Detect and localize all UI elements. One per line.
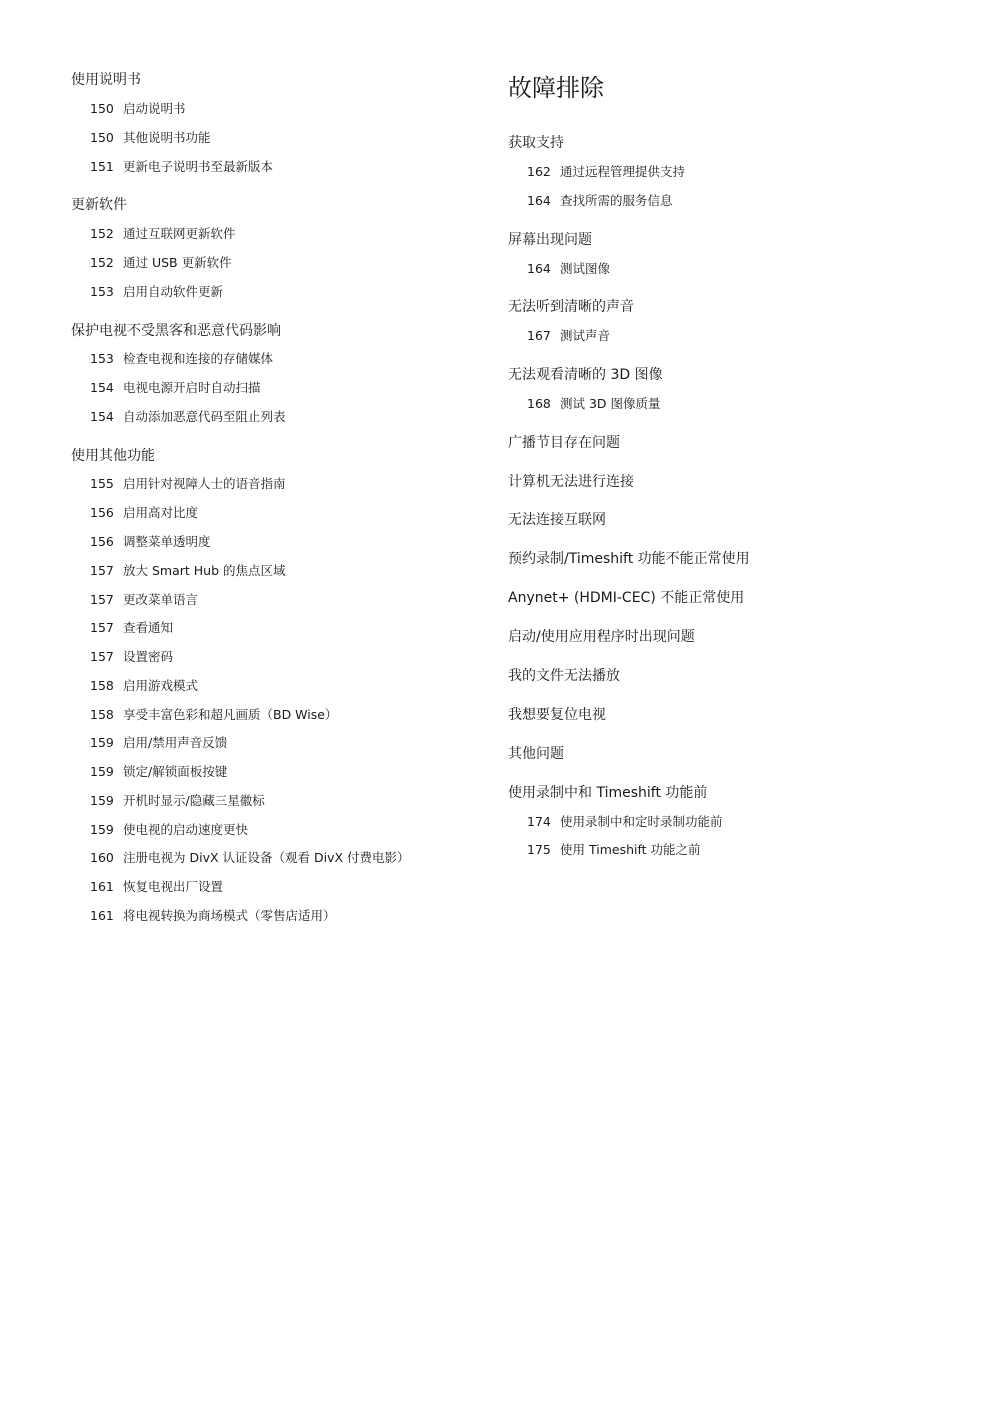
toc-section-heading[interactable]: 无法观看清晰的 3D 图像 xyxy=(508,367,663,383)
toc-section-heading[interactable]: 获取支持 xyxy=(508,135,564,151)
page-number: 157 xyxy=(90,592,114,607)
entry-title: 启动说明书 xyxy=(123,101,186,116)
page-number: 157 xyxy=(90,563,114,578)
toc-entry[interactable] xyxy=(527,812,723,830)
toc-entry[interactable] xyxy=(90,532,211,550)
entry-title: 使用 Timeshift 功能之前 xyxy=(560,842,701,857)
toc-entry[interactable] xyxy=(90,733,227,751)
toc-entry[interactable] xyxy=(90,647,173,665)
toc-section-heading[interactable]: 广播节目存在问题 xyxy=(508,435,620,451)
entry-title: 享受丰富色彩和超凡画质（BD Wise） xyxy=(123,707,338,722)
entry-title: 更新电子说明书至最新版本 xyxy=(123,159,274,174)
toc-entry[interactable] xyxy=(90,128,211,146)
toc-entry[interactable] xyxy=(90,848,410,866)
toc-section-heading[interactable]: 启动/使用应用程序时出现问题 xyxy=(508,629,695,645)
toc-entry[interactable] xyxy=(90,762,227,780)
toc-entry[interactable] xyxy=(90,253,232,271)
toc-section-heading[interactable]: 更新软件 xyxy=(71,197,127,213)
toc-entry[interactable] xyxy=(90,877,223,895)
page-number: 157 xyxy=(90,649,114,664)
page-number: 150 xyxy=(90,130,114,145)
entry-title: 使用录制中和定时录制功能前 xyxy=(560,814,723,829)
page-number: 150 xyxy=(90,101,114,116)
entry-title: 查找所需的服务信息 xyxy=(560,193,673,208)
toc-section-heading[interactable]: 无法连接互联网 xyxy=(508,512,606,528)
page-number: 162 xyxy=(527,164,551,179)
toc-section-heading[interactable]: 我想要复位电视 xyxy=(508,707,606,723)
toc-entry[interactable] xyxy=(90,791,265,809)
entry-title: 调整菜单透明度 xyxy=(123,534,211,549)
page-number: 160 xyxy=(90,850,114,865)
toc-section-heading[interactable]: 我的文件无法播放 xyxy=(508,668,620,684)
entry-title: 检查电视和连接的存储媒体 xyxy=(123,351,274,366)
toc-entry[interactable] xyxy=(90,503,198,521)
entry-title: 查看通知 xyxy=(123,620,174,635)
entry-title: 恢复电视出厂设置 xyxy=(123,879,224,894)
toc-entry[interactable] xyxy=(527,259,610,277)
toc-entry[interactable] xyxy=(90,705,337,723)
page-number: 157 xyxy=(90,620,114,635)
toc-section-heading[interactable]: 使用录制中和 Timeshift 功能前 xyxy=(508,785,708,801)
toc-section-heading[interactable]: 计算机无法进行连接 xyxy=(508,474,634,490)
toc-entry[interactable] xyxy=(90,282,223,300)
page-number: 156 xyxy=(90,534,114,549)
page-number: 154 xyxy=(90,409,114,424)
toc-entry[interactable] xyxy=(90,676,198,694)
entry-title: 其他说明书功能 xyxy=(123,130,211,145)
page-number: 161 xyxy=(90,908,114,923)
page-number: 164 xyxy=(527,261,551,276)
entry-title: 启用针对视障人士的语音指南 xyxy=(123,476,286,491)
toc-entry[interactable] xyxy=(527,162,685,180)
toc-entry[interactable] xyxy=(90,618,173,636)
toc-section-heading[interactable]: 预约录制/Timeshift 功能不能正常使用 xyxy=(508,551,750,567)
toc-entry[interactable] xyxy=(90,590,198,608)
toc-section-heading[interactable]: 使用说明书 xyxy=(71,72,141,88)
page-number: 153 xyxy=(90,284,114,299)
entry-title: 启用游戏模式 xyxy=(123,678,199,693)
toc-section-heading[interactable]: Anynet+ (HDMI-CEC) 不能正常使用 xyxy=(508,590,745,606)
toc-section-heading[interactable]: 使用其他功能 xyxy=(71,448,155,464)
page-number: 158 xyxy=(90,678,114,693)
toc-entry[interactable] xyxy=(527,840,701,858)
toc-entry[interactable] xyxy=(90,407,286,425)
toc-entry[interactable] xyxy=(90,378,261,396)
entry-title: 通过 USB 更新软件 xyxy=(123,255,232,270)
toc-entry[interactable] xyxy=(90,99,186,117)
page-number: 151 xyxy=(90,159,114,174)
entry-title: 测试 3D 图像质量 xyxy=(560,396,661,411)
toc-entry[interactable] xyxy=(90,157,273,175)
toc-section-heading[interactable]: 屏幕出现问题 xyxy=(508,232,592,248)
toc-section-heading[interactable]: 保护电视不受黑客和恶意代码影响 xyxy=(71,323,281,339)
page-number: 164 xyxy=(527,193,551,208)
entry-title: 锁定/解锁面板按键 xyxy=(123,764,228,779)
page-number: 159 xyxy=(90,822,114,837)
toc-entry[interactable] xyxy=(90,349,273,367)
toc-entry[interactable] xyxy=(90,906,336,924)
entry-title: 通过远程管理提供支持 xyxy=(560,164,686,179)
entry-title: 设置密码 xyxy=(123,649,174,664)
toc-entry[interactable] xyxy=(90,561,286,579)
toc-entry[interactable] xyxy=(527,326,610,344)
page-number: 159 xyxy=(90,735,114,750)
toc-entry[interactable] xyxy=(90,224,236,242)
toc-entry[interactable] xyxy=(527,394,661,412)
page-number: 174 xyxy=(527,814,551,829)
toc-entry[interactable] xyxy=(90,474,286,492)
page-number: 152 xyxy=(90,255,114,270)
entry-title: 启用/禁用声音反馈 xyxy=(123,735,228,750)
entry-title: 开机时显示/隐藏三星徽标 xyxy=(123,793,265,808)
toc-entry[interactable] xyxy=(527,191,673,209)
toc-entry[interactable] xyxy=(90,820,248,838)
entry-title: 自动添加恶意代码至阻止列表 xyxy=(123,409,286,424)
entry-title: 将电视转换为商场模式（零售店适用） xyxy=(123,908,336,923)
page-number: 152 xyxy=(90,226,114,241)
chapter-title: 故障排除 xyxy=(508,74,604,102)
page-number: 167 xyxy=(527,328,551,343)
entry-title: 电视电源开启时自动扫描 xyxy=(123,380,261,395)
entry-title: 注册电视为 DivX 认证设备（观看 DivX 付费电影） xyxy=(123,850,410,865)
page-number: 168 xyxy=(527,396,551,411)
page-number: 155 xyxy=(90,476,114,491)
entry-title: 测试声音 xyxy=(560,328,611,343)
page-number: 175 xyxy=(527,842,551,857)
entry-title: 放大 Smart Hub 的焦点区域 xyxy=(123,563,286,578)
entry-title: 测试图像 xyxy=(560,261,611,276)
page-number: 156 xyxy=(90,505,114,520)
entry-title: 使电视的启动速度更快 xyxy=(123,822,249,837)
page-number: 153 xyxy=(90,351,114,366)
entry-title: 通过互联网更新软件 xyxy=(123,226,236,241)
page-number: 159 xyxy=(90,764,114,779)
entry-title: 更改菜单语言 xyxy=(123,592,199,607)
page-number: 159 xyxy=(90,793,114,808)
page-number: 158 xyxy=(90,707,114,722)
entry-title: 启用自动软件更新 xyxy=(123,284,224,299)
entry-title: 启用高对比度 xyxy=(123,505,199,520)
toc-section-heading[interactable]: 其他问题 xyxy=(508,746,564,762)
page-number: 154 xyxy=(90,380,114,395)
page-number: 161 xyxy=(90,879,114,894)
toc-section-heading[interactable]: 无法听到清晰的声音 xyxy=(508,299,634,315)
